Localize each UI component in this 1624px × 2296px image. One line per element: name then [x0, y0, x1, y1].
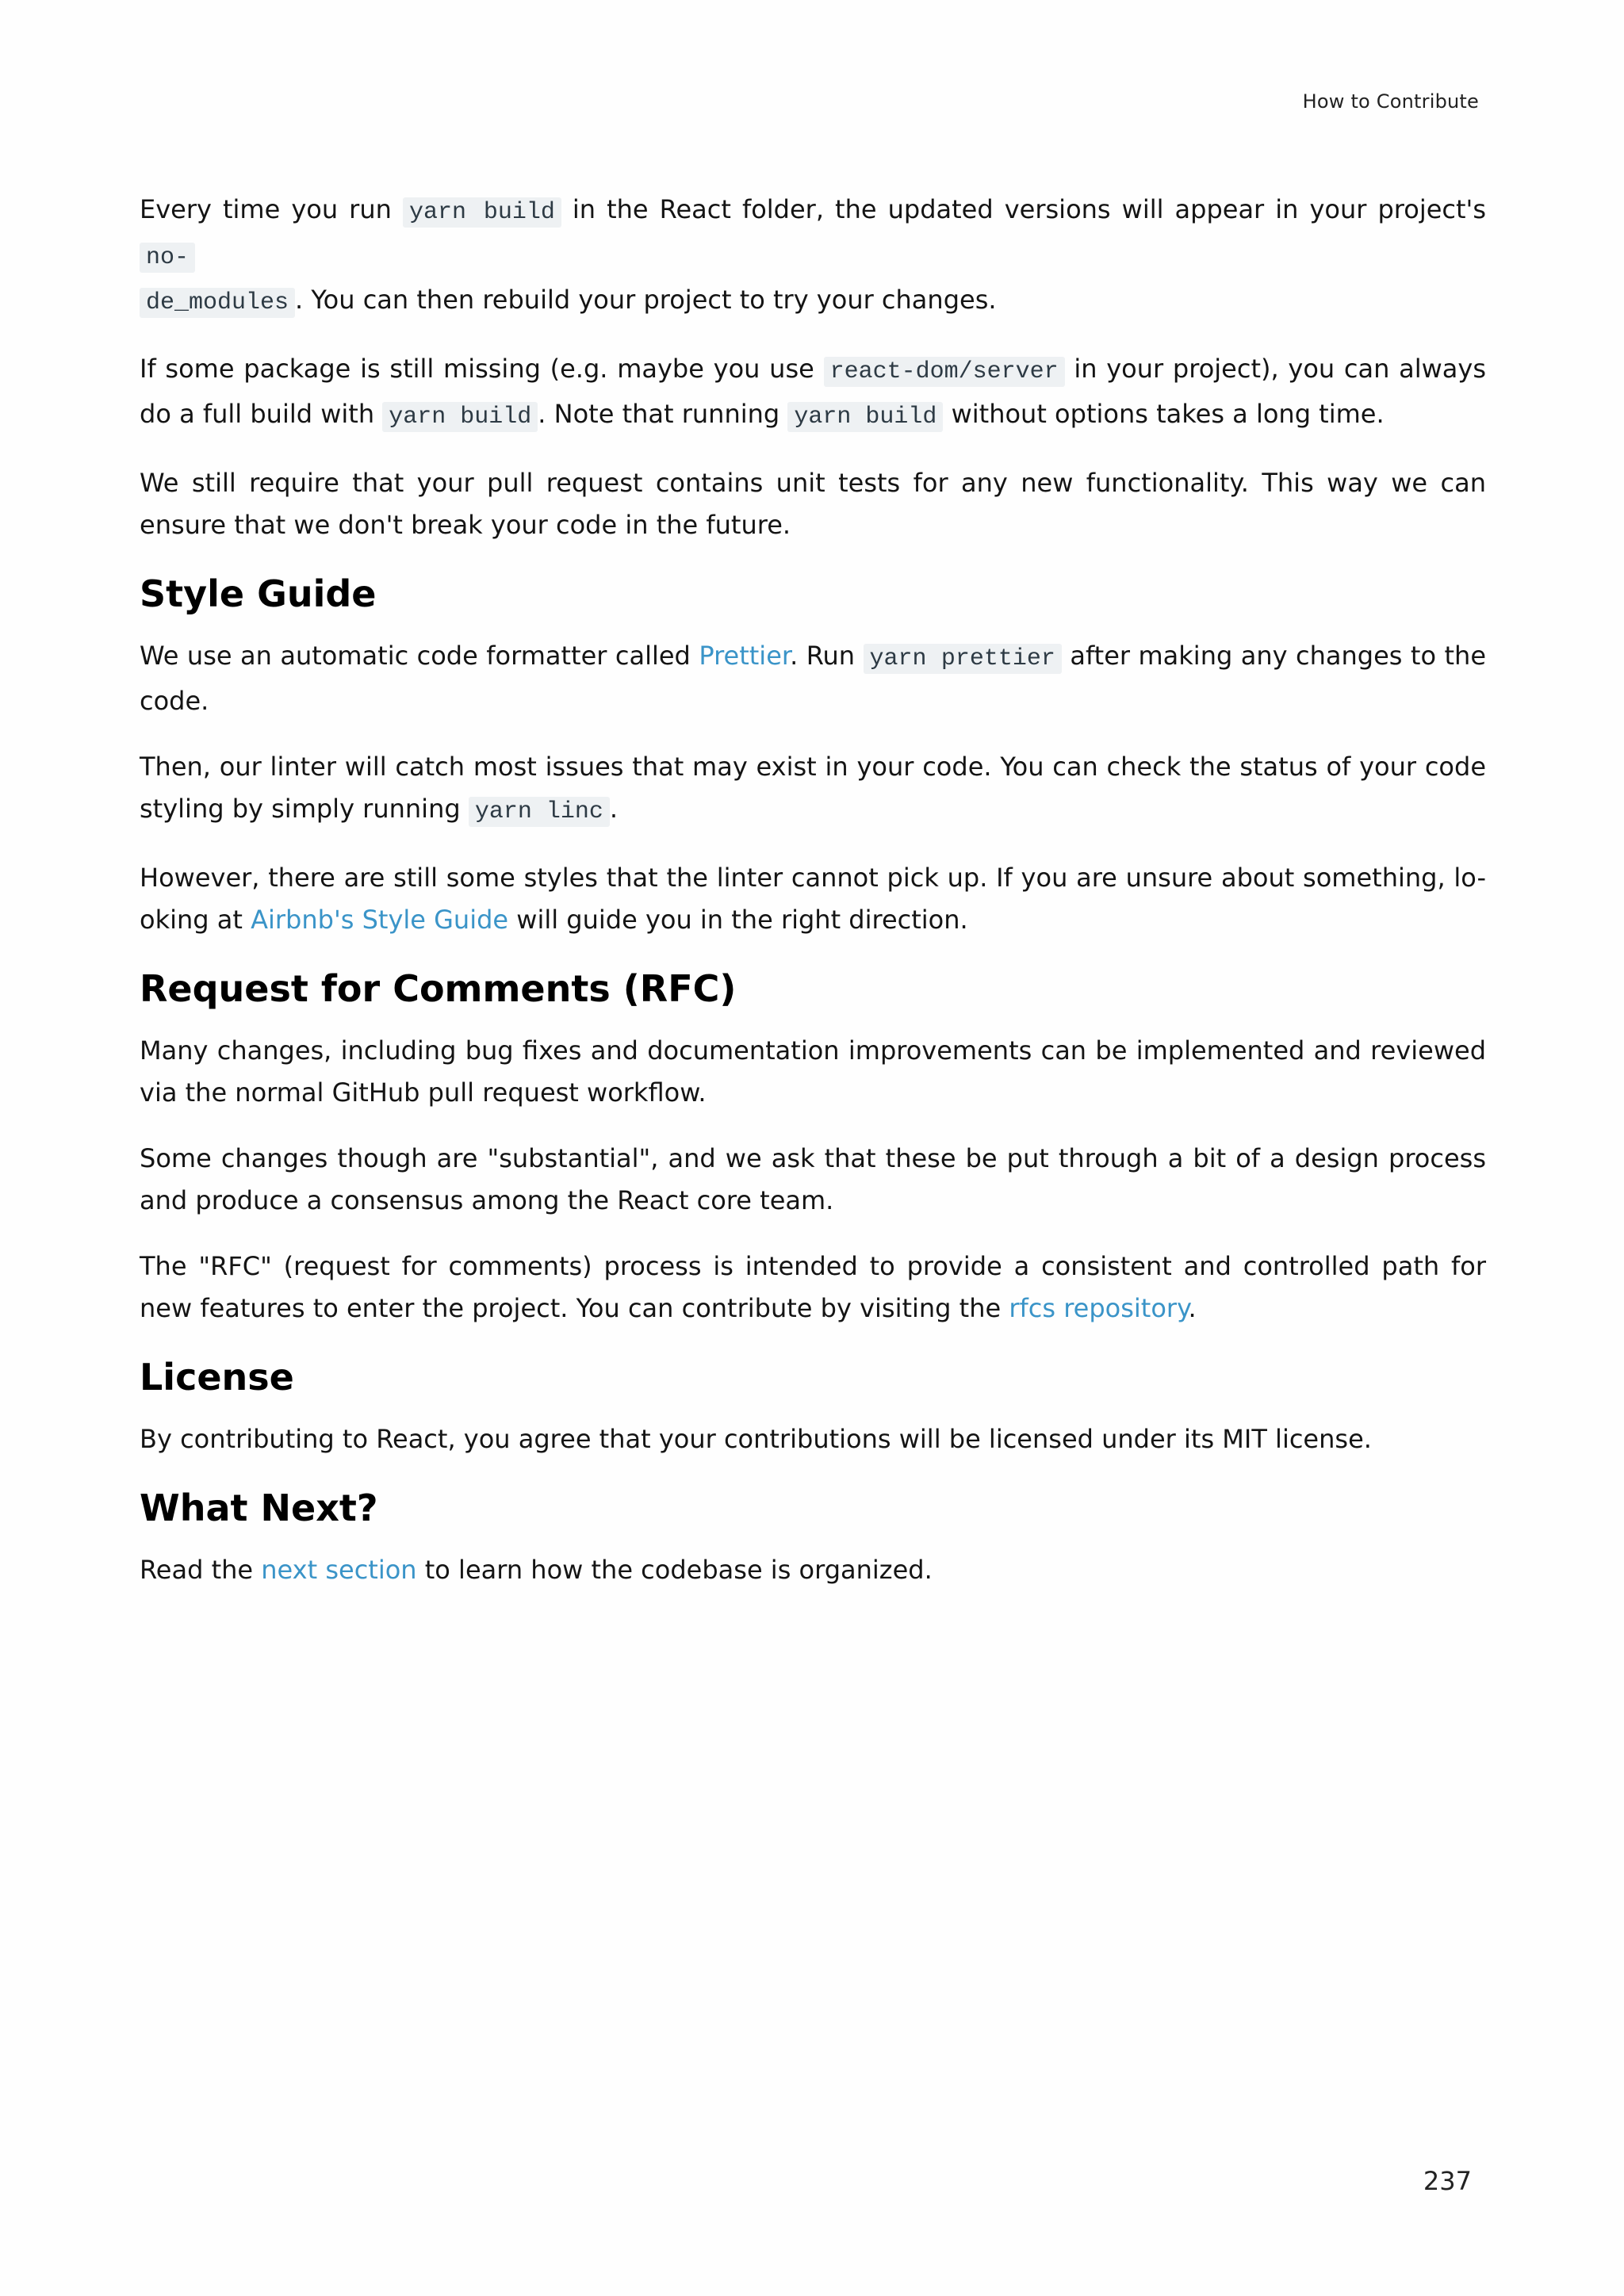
- text-run: If some package is still missing (e.g. maybe you use: [140, 354, 824, 384]
- rfcs-repository-link[interactable]: rfcs repository: [1009, 1293, 1189, 1323]
- inline-code: no-: [140, 243, 195, 273]
- paragraph-yarn-build: [140, 189, 1486, 324]
- paragraph-linter: [140, 746, 1486, 833]
- inline-code: de_modules: [140, 288, 295, 318]
- text-run: We use an automatic code formatter called: [140, 641, 699, 671]
- text-run: However, there are still some styles that the linter cannot pick up. If you are unsure about something, lo-oking at: [140, 863, 1486, 935]
- text-run: The "RFC" (request for comments) process is intended to provide a consistent and controlled path for new features to enter the project. You can contribute by visiting the: [140, 1251, 1486, 1323]
- text-run: to learn how the codebase is organized.: [416, 1555, 933, 1585]
- next-section-link[interactable]: next section: [261, 1555, 417, 1585]
- inline-code: yarn build: [787, 402, 943, 432]
- main-content: [140, 189, 1486, 1615]
- inline-code: yarn prettier: [864, 644, 1062, 674]
- paragraph-airbnb: [140, 857, 1486, 941]
- text-run: . You can then rebuild your project to try your changes.: [295, 285, 997, 315]
- paragraph-rfc-substantial: Some changes though are "substantial", and we ask that these be put through a bit of a design process and produce a consensus among the React core team.: [140, 1143, 1486, 1215]
- running-header: How to Contribute: [1302, 90, 1479, 113]
- prettier-link[interactable]: Prettier: [699, 641, 791, 671]
- text-run: .: [609, 794, 619, 824]
- paragraph-what-next: [140, 1549, 1486, 1591]
- paragraph-missing-package: [140, 348, 1486, 438]
- inline-code: react-dom/server: [824, 357, 1065, 387]
- paragraph-prettier: [140, 635, 1486, 722]
- paragraph-rfc-changes: Many changes, including bug fixes and documentation improvements can be implemented and reviewed via the normal GitHub pull request workflow.: [140, 1035, 1486, 1108]
- text-run: in the React folder, the updated versions will appear in your project's: [561, 194, 1487, 224]
- inline-code: yarn build: [403, 197, 561, 228]
- inline-code: yarn build: [382, 402, 538, 432]
- text-run: Every time you run: [140, 194, 403, 224]
- inline-code: yarn linc: [469, 797, 610, 827]
- paragraph-rfc-process: [140, 1246, 1486, 1330]
- heading-rfc: Request for Comments (RFC): [140, 967, 737, 1010]
- text-run: after making any changes to the code.: [140, 641, 1487, 716]
- paragraph-license: By contributing to React, you agree that your contributions will be licensed under its MIT license.: [140, 1424, 1372, 1454]
- paragraph-unit-tests: We still require that your pull request contains unit tests for any new functionality. This way we can ensure that we don't break your code in the future.: [140, 468, 1486, 540]
- heading-what-next: What Next?: [140, 1487, 378, 1529]
- text-run: .: [1188, 1293, 1197, 1323]
- text-run: Then, our linter will catch most issues that may exist in your code. You can check the status of your code styling by simply running: [140, 752, 1486, 824]
- text-run: in your project), you can always do a full build with: [140, 354, 1487, 429]
- page-number: 237: [1423, 2166, 1472, 2196]
- text-run: . Note that running: [538, 399, 788, 429]
- heading-style-guide: Style Guide: [140, 572, 377, 615]
- heading-license: License: [140, 1356, 294, 1399]
- text-run: will guide you in the right direction.: [508, 905, 968, 935]
- text-run: Read the: [140, 1555, 262, 1585]
- text-run: without options takes a long time.: [943, 399, 1385, 429]
- airbnb-style-guide-link[interactable]: Airbnb's Style Guide: [251, 905, 509, 935]
- text-run: . Run: [790, 641, 864, 671]
